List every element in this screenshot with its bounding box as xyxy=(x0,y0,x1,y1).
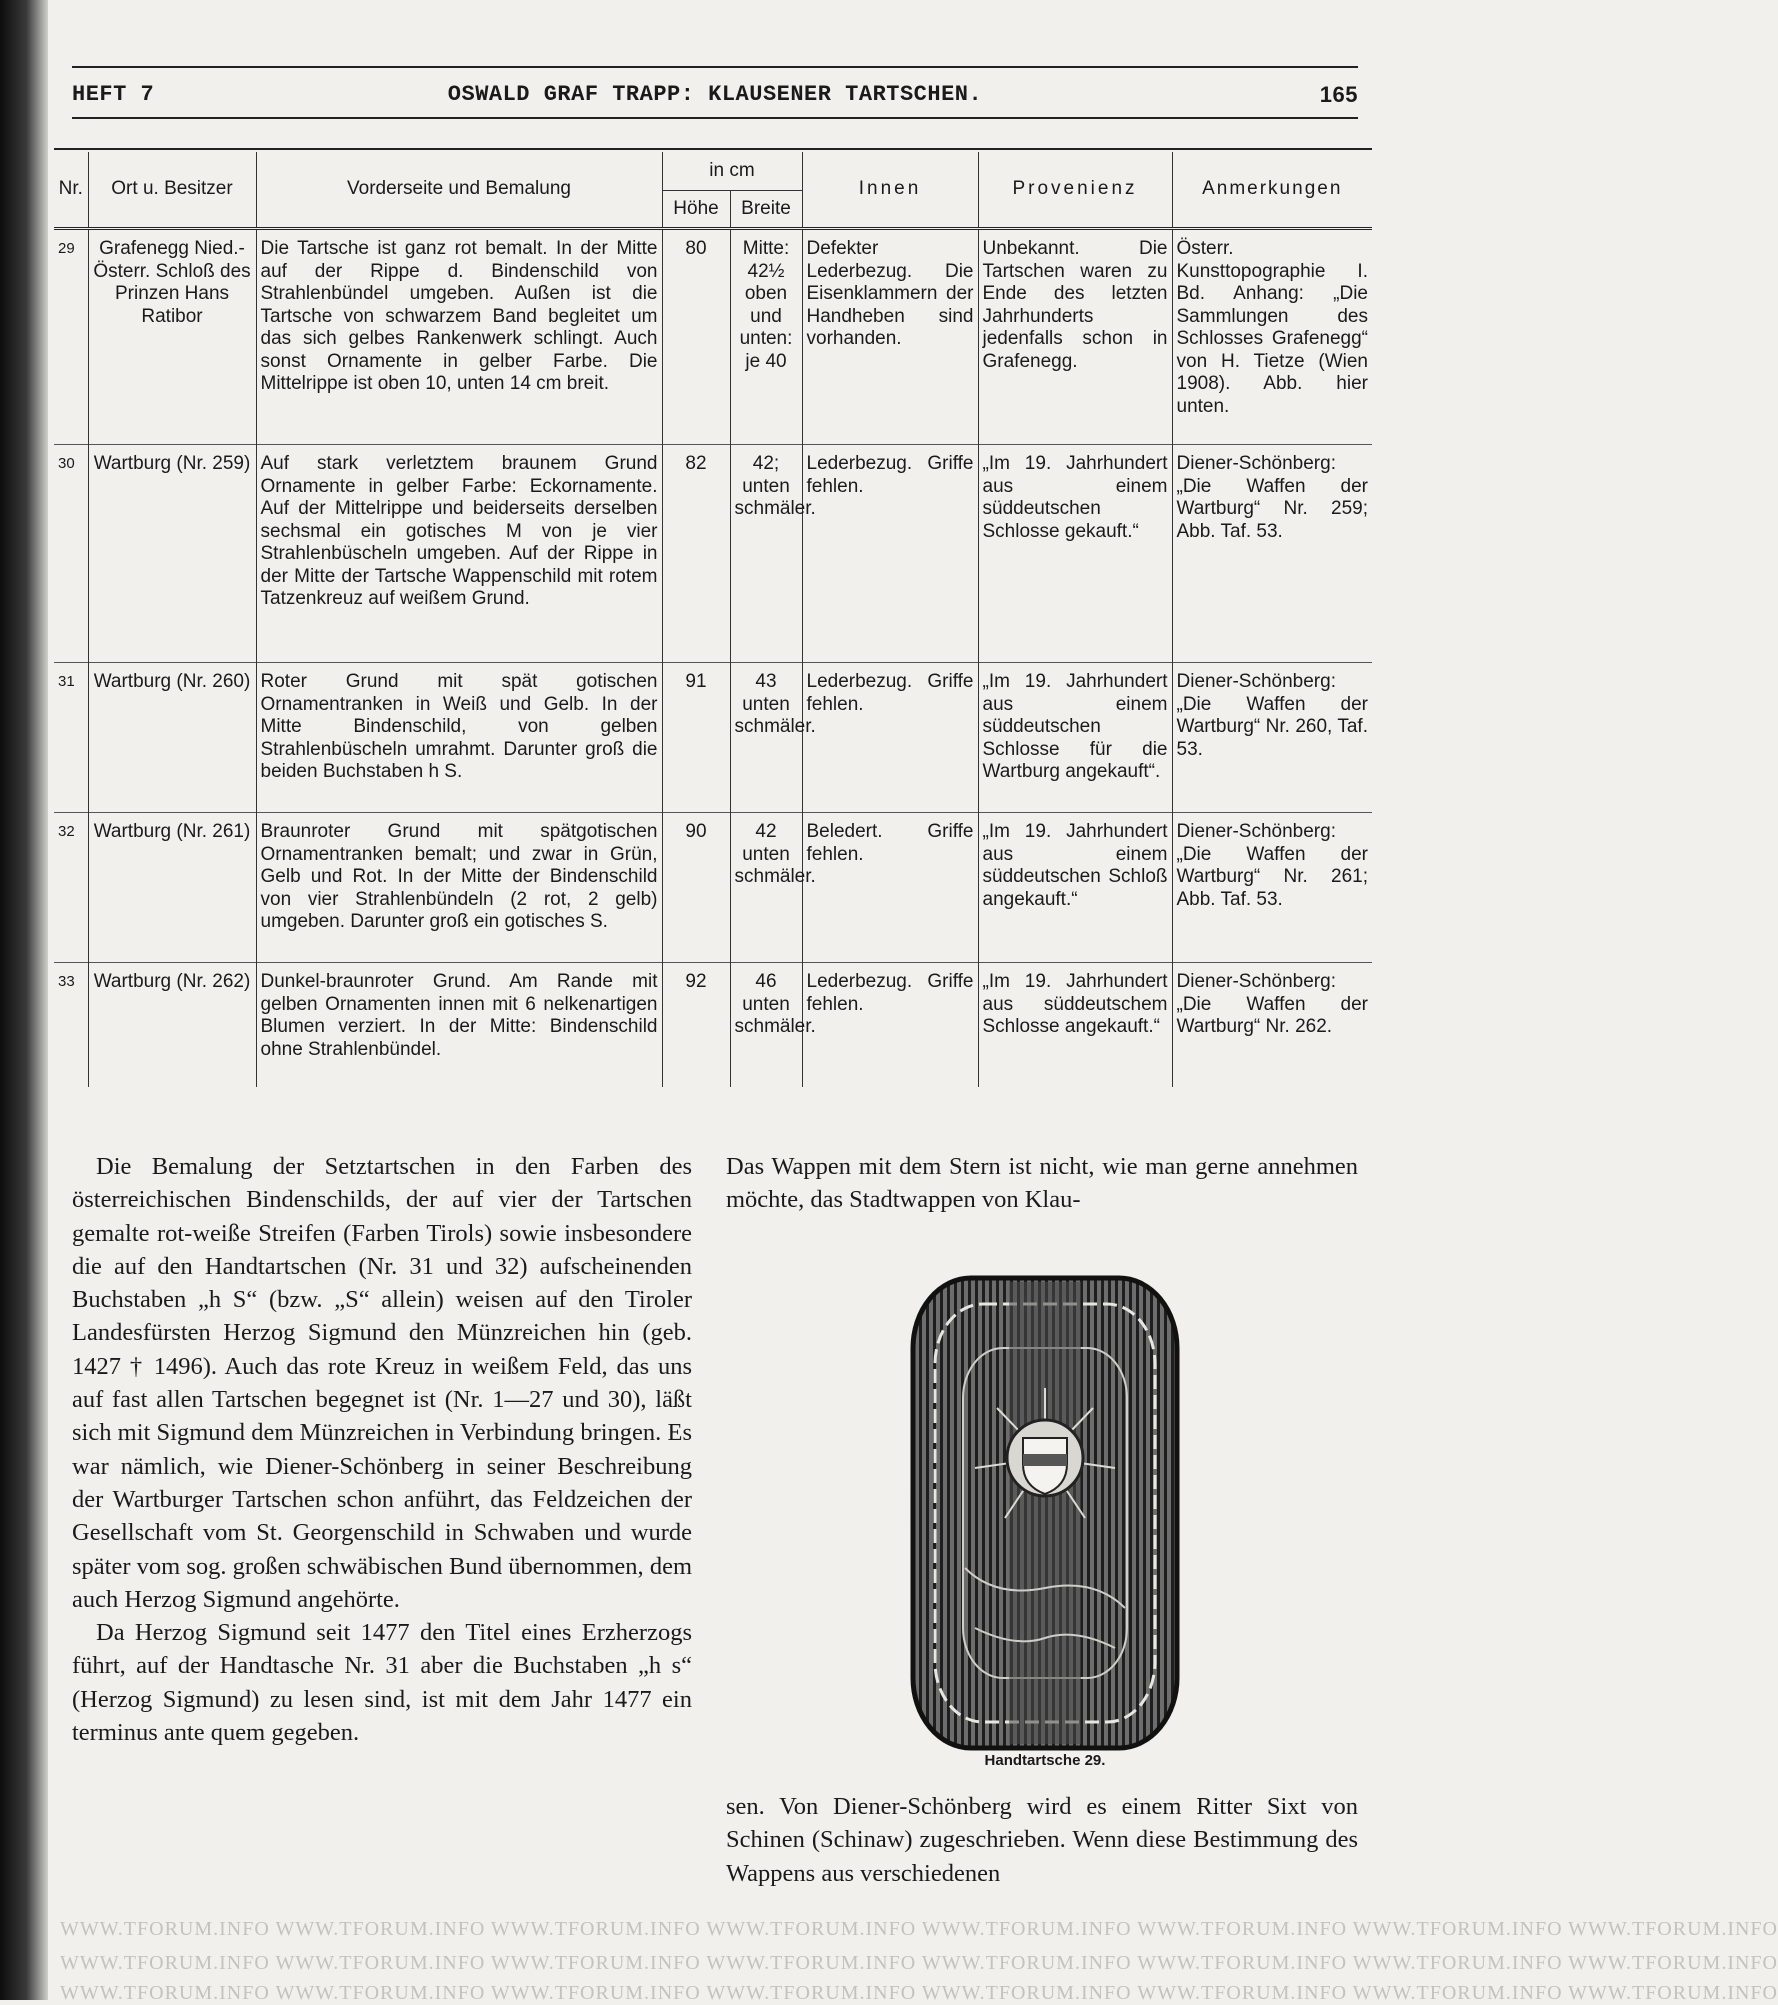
cell-nr: 32 xyxy=(58,823,75,840)
cell-ort: Wartburg (Nr. 259) xyxy=(88,445,256,663)
header-issue: HEFT 7 xyxy=(72,82,155,107)
cell-hoehe: 91 xyxy=(662,663,730,813)
col-header-ort: Ort u. Besitzer xyxy=(88,152,256,229)
figure-caption: Handtartsche 29. xyxy=(984,1752,1106,1769)
tartschen-table xyxy=(54,152,1372,1087)
col-header-anmerkungen: Anmerkungen xyxy=(1172,152,1372,229)
col-header-incm: in cm xyxy=(662,152,802,191)
cell-hoehe: 90 xyxy=(662,813,730,963)
cell-ort: Wartburg (Nr. 260) xyxy=(88,663,256,813)
cell-ort: Grafenegg Nied.-Österr. Schloß des Prinzen Hans Ratibor xyxy=(88,229,256,445)
body-text-left-column xyxy=(72,1150,692,1749)
cell-provenienz: „Im 19. Jahrhundert aus süddeutschem Schlosse angekauft.“ xyxy=(978,963,1172,1087)
watermark-line: WWW.TFORUM.INFO WWW.TFORUM.INFO WWW.TFORUM.INFO WWW.TFORUM.INFO WWW.TFORUM.INFO WWW.TFORUM.INFO WWW.TFORUM.INFO WWW.TFORUM.INFO xyxy=(60,1918,1778,1940)
cell-provenienz: „Im 19. Jahrhundert aus einem süddeutschen Schloß angekauft.“ xyxy=(978,813,1172,963)
cell-innen: Lederbezug. Griffe fehlen. xyxy=(802,963,978,1087)
cell-hoehe: 80 xyxy=(662,229,730,445)
col-header-vorderseite: Vorderseite und Bemalung xyxy=(256,152,662,229)
cell-innen: Defekter Lederbezug. Die Eisenklammern der Handheben sind vorhanden. xyxy=(802,229,978,445)
cell-nr: 31 xyxy=(58,673,75,690)
cell-provenienz: Unbekannt. Die Tartschen waren zu Ende des letzten Jahrhunderts jedenfalls schon in Grafenegg. xyxy=(978,229,1172,445)
col-header-nr: Nr. xyxy=(58,178,83,200)
cell-innen: Beledert. Griffe fehlen. xyxy=(802,813,978,963)
cell-vorderseite: Die Tartsche ist ganz rot bemalt. In der Mitte auf der Rippe d. Bindenschild von Strahlenbündel umgeben. Außen ist die Tartsche von schwarzem Band begleitet um das sich gelbes Rankenwerk schlingt. Auch sonst Ornamente in gelber Farbe. Die Mittelrippe ist oben 10, unten 14 cm breit. xyxy=(256,229,662,445)
page-edge-shadow xyxy=(0,0,48,2000)
table-top-rule xyxy=(54,148,1372,150)
running-header xyxy=(72,76,1358,112)
watermark-line: WWW.TFORUM.INFO WWW.TFORUM.INFO WWW.TFORUM.INFO WWW.TFORUM.INFO WWW.TFORUM.INFO WWW.TFORUM.INFO WWW.TFORUM.INFO WWW.TFORUM.INFO xyxy=(60,1952,1778,1974)
cell-anmerkungen: Diener-Schönberg: „Die Waffen der Wartburg“ Nr. 260, Taf. 53. xyxy=(1172,663,1372,813)
table-row xyxy=(54,813,1372,963)
cell-vorderseite: Dunkel-braunroter Grund. Am Rande mit gelben Ornamenten innen mit 6 nelkenartigen Blumen verziert. In der Mitte: Bindenschild ohne Strahlenbündel. xyxy=(256,963,662,1087)
cell-breite: Mitte: 42½ oben und unten: je 40 xyxy=(730,229,802,445)
header-top-rule xyxy=(72,66,1358,68)
cell-anmerkungen: Diener-Schönberg: „Die Waffen der Wartburg“ Nr. 259; Abb. Taf. 53. xyxy=(1172,445,1372,663)
header-bottom-rule xyxy=(72,117,1358,119)
header-title: OSWALD GRAF TRAPP: KLAUSENER TARTSCHEN. xyxy=(447,82,983,107)
cell-anmerkungen: Österr. Kunsttopographie I. Bd. Anhang: „Die Sammlungen des Schlosses Grafenegg“ von H. Tietze (Wien 1908). Abb. hier unten. xyxy=(1172,229,1372,445)
cell-hoehe: 92 xyxy=(662,963,730,1087)
table-row xyxy=(54,445,1372,663)
cell-breite: 42; unten schmäler. xyxy=(730,445,802,663)
cell-ort: Wartburg (Nr. 261) xyxy=(88,813,256,963)
body-text-right-top: Das Wappen mit dem Stern ist nicht, wie man gerne annehmen möchte, das Stadtwappen von Klau- xyxy=(726,1153,1358,1214)
cell-breite: 43 unten schmäler. xyxy=(730,663,802,813)
cell-vorderseite: Braunroter Grund mit spätgotischen Ornamentranken bemalt; und zwar in Grün, Gelb und Rot. In der Mitte der Bindenschild von vier Strahlenbündeln (2 rot, 2 gelb) umgeben. Darunter groß ein gotisches S. xyxy=(256,813,662,963)
watermark-line: WWW.TFORUM.INFO WWW.TFORUM.INFO WWW.TFORUM.INFO WWW.TFORUM.INFO WWW.TFORUM.INFO WWW.TFORUM.INFO WWW.TFORUM.INFO WWW.TFORUM.INFO xyxy=(60,1982,1778,2004)
table-row xyxy=(54,229,1372,445)
cell-anmerkungen: Diener-Schönberg: „Die Waffen der Wartburg“ Nr. 261; Abb. Taf. 53. xyxy=(1172,813,1372,963)
cell-provenienz: „Im 19. Jahrhundert aus einem süddeutschen Schlosse für die Wartburg angekauft“. xyxy=(978,663,1172,813)
cell-breite: 46 unten schmäler. xyxy=(730,963,802,1087)
col-header-breite: Breite xyxy=(730,191,802,229)
cell-nr: 33 xyxy=(58,973,75,990)
paragraph: Die Bemalung der Setztartschen in den Farben des österreichischen Bindenschilds, der auf vier der Tartschen gemalte rot-weiße Streifen (Farben Tirols) sowie insbesondere die auf den Handtartschen (Nr. 31 und 32) aufscheinenden Buchstaben „h S“ (bzw. „S“ allein) weisen auf den Tiroler Landesfürsten Herzog Sigmund den Münzreichen hin (geb. 1427 † 1496). Auch das rote Kreuz in weißem Feld, das uns auf fast allen Tartschen begegnet ist (Nr. 1—27 und 30), läßt sich mit Sigmund dem Münzreichen in Verbindung bringen. Es war nämlich, wie Diener-Schönberg in seiner Beschreibung der Wartburger Tartschen schon anführt, das Feldzeichen der Gesellschaft vom St. Georgenschild in Schwaben und wurde später vom sog. großen schwäbischen Bund übernommen, dem auch Herzog Sigmund angehörte. xyxy=(72,1153,692,1613)
cell-anmerkungen: Diener-Schönberg: „Die Waffen der Wartburg“ Nr. 262. xyxy=(1172,963,1372,1087)
cell-breite: 42 unten schmäler. xyxy=(730,813,802,963)
table-row xyxy=(54,963,1372,1087)
page-number: 165 xyxy=(1319,82,1358,107)
cell-nr: 29 xyxy=(58,240,75,257)
cell-ort: Wartburg (Nr. 262) xyxy=(88,963,256,1087)
cell-innen: Lederbezug. Griffe fehlen. xyxy=(802,663,978,813)
cell-nr: 30 xyxy=(58,455,75,472)
col-header-provenienz: Provenienz xyxy=(978,152,1172,229)
table-row xyxy=(54,663,1372,813)
paragraph: Da Herzog Sigmund seit 1477 den Titel eines Erzherzogs führt, auf der Handtasche Nr. 31 aber die Buchstaben „h s“ (Herzog Sigmund) zu lesen sind, ist mit dem Jahr 1477 ein terminus ante quem gegeben. xyxy=(72,1619,692,1747)
cell-vorderseite: Roter Grund mit spät gotischen Ornamentranken in Weiß und Gelb. In der Mitte Bindenschild, von gelben Strahlenbüscheln umrahmt. Darunter groß die beiden Buchstaben h S. xyxy=(256,663,662,813)
col-header-hoehe: Höhe xyxy=(662,191,730,229)
shield-illustration xyxy=(905,1268,1185,1758)
col-header-innen: Innen xyxy=(802,152,978,229)
cell-vorderseite: Auf stark verletztem braunem Grund Ornamente in gelber Farbe: Eckornamente. Auf der Mittelrippe und beiderseits derselben sechsmal ein gotisches M von je vier Strahlenbüscheln umgeben. Auf der Rippe in der Mitte der Tartsche Wappenschild mit rotem Tatzenkreuz auf weißem Grund. xyxy=(256,445,662,663)
body-text-right-bottom: sen. Von Diener-Schönberg wird es einem Ritter Sixt von Schinen (Schinaw) zugeschrieben. Wenn diese Bestimmung des Wappens aus verschiedenen xyxy=(726,1793,1358,1887)
cell-innen: Lederbezug. Griffe fehlen. xyxy=(802,445,978,663)
cell-hoehe: 82 xyxy=(662,445,730,663)
cell-provenienz: „Im 19. Jahrhundert aus einem süddeutschen Schlosse gekauft.“ xyxy=(978,445,1172,663)
